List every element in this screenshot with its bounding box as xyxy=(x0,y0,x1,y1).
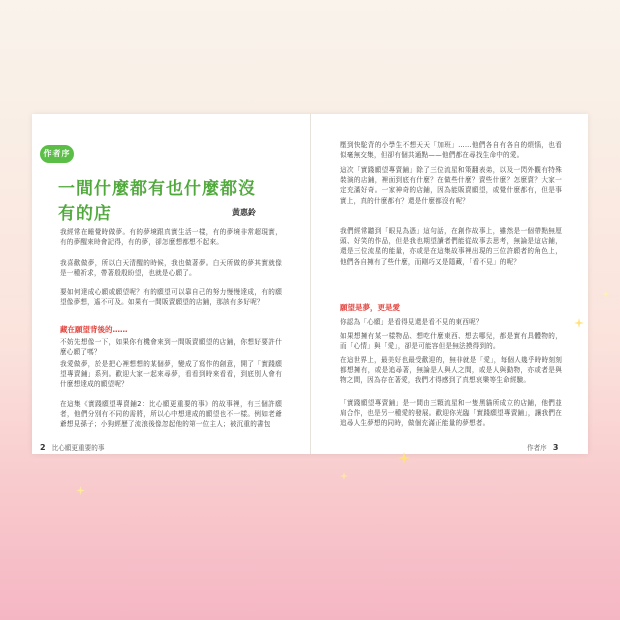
left-paragraph-4: 不妨先想像一下，如果你有機會來到一間販賣願望的店鋪，你想好要許什麼心願了嗎？ xyxy=(60,338,282,357)
right-running-title: 作者序 xyxy=(527,444,547,452)
right-paragraph-6: 在這世界上，最美好也最受歡迎的，無非就是「愛」，每個人幾乎時時刻刻都想擁有，或是追尋著，無論是人與人之間，或是人與動物，亦或者是與物之間，因為存在著愛，我們才得感到了真想哀樂等生命經驗。 xyxy=(340,356,562,385)
right-folio xyxy=(527,442,562,452)
left-paragraph-2: 我喜歡做夢，所以白天清醒的時候，我也做著夢。白天所做的夢其實就像是一種祈求，帶著殷殷盼望，也就是心願了。 xyxy=(60,259,282,278)
sparkle-icon xyxy=(340,472,348,480)
right-paragraph-7: 「實踐願望專賣鋪」是一間由三顆流星和一隻黑貓所成立的店鋪，他們並肩合作，也是另一種愛的發展。歡迎你光臨「實踐願望專賣鋪」，讓我們在追尋人生夢想的同時，做個充滿正能量的夢想者。 xyxy=(340,399,562,428)
left-paragraph-6: 在這集《實踐願望專賣鋪2：比心願更重要的事》的故事裡，有三個許願者，他們分別有不同的需將，所以心中想達成的願望也不一樣。例如老爺爺想見孫子；小狗經歷了流浪後像忽起他的第一位主人；被沉重的書包 xyxy=(60,400,282,429)
left-section-heading: 藏在願望背後的…… xyxy=(60,325,128,334)
left-paragraph-5: 我愛做夢，於是把心裡想想的某個夢，變成了寫作的創意，開了「實踐願望專賣鋪」系列。歡迎大家一起來尋夢，看看到時來看看，到底別人會有什麼想達成的願望呢？ xyxy=(60,360,282,389)
right-paragraph-4: 你認為「心願」是看得見還是看不見的東西呢？ xyxy=(340,318,483,326)
left-paragraph-1: 我經常在睡覺時做夢。有的夢境跟真實生活一樣，有的夢境非常超現實，有的夢醒來時會記得，有的夢，卻怎麼想都想不起來。 xyxy=(60,228,282,247)
right-section-heading: 願望是夢，更是愛 xyxy=(340,303,400,312)
left-page-number: 2 xyxy=(40,443,46,452)
author-name: 黃惠鈴 xyxy=(232,208,256,217)
left-paragraph-3: 要如何達成心願或願望呢？有的願望可以靠自己的努力慢慢達成，有的願望像夢想，遙不可及。如果有一間販賣願望的店鋪，那該有多好呢？ xyxy=(60,288,282,307)
page-fold xyxy=(310,114,311,454)
right-paragraph-3: 我們經常聽到「眼見為憑」這句話，在創作故事上，雖然是一個帶點無厘頭、好笑的作品，但是我也期望讀者們能從故事去思考，無論是這店鋪，還是三位流星的能量，亦或是在這集故事裡出現的三位許願者的角色上，他們各自擁有了些什麼，而剛巧又是隱藏，「看不見」的呢？ xyxy=(340,227,562,266)
preface-title: 一間什麼都有也什麼都沒有的店 xyxy=(58,179,256,224)
sparkle-icon xyxy=(602,290,610,298)
sparkle-icon xyxy=(574,318,584,328)
left-running-title: 比心願更重要的事 xyxy=(51,444,105,452)
preface-tag: 作者序 xyxy=(40,145,74,163)
right-page-number: 3 xyxy=(552,443,559,452)
left-folio xyxy=(36,442,104,452)
right-paragraph-1: 壓到快駝背的小學生不想天天「加班」……他們各自有各自的煩惱，也看似毫無交集，但卻有個共通點——他們都在尋找生命中的愛。 xyxy=(340,141,562,160)
sparkle-icon xyxy=(398,452,410,464)
sparkle-icon xyxy=(76,486,85,495)
right-paragraph-5: 如果想擁有某一樣物品、想吃什麼東西、想去哪兒，都是實有具體物的，而「心情」與「愛」，卻是可能容但是無法摸得到的。 xyxy=(340,332,562,351)
right-paragraph-2: 這次「實踐願望專賣鋪」除了三位流星和策翻表弟，以及一閃外觀有特殊裝演的店鋪，裡面到底有什麼？在做些什麼？賣些什麼？怎麼賣？大家一定充滿好奇。一家神奇的店鋪，因為能販賣願望，或覺什麼都有，但是事實上，真的什麼都有？還是什麼都沒有呢？ xyxy=(340,166,562,205)
